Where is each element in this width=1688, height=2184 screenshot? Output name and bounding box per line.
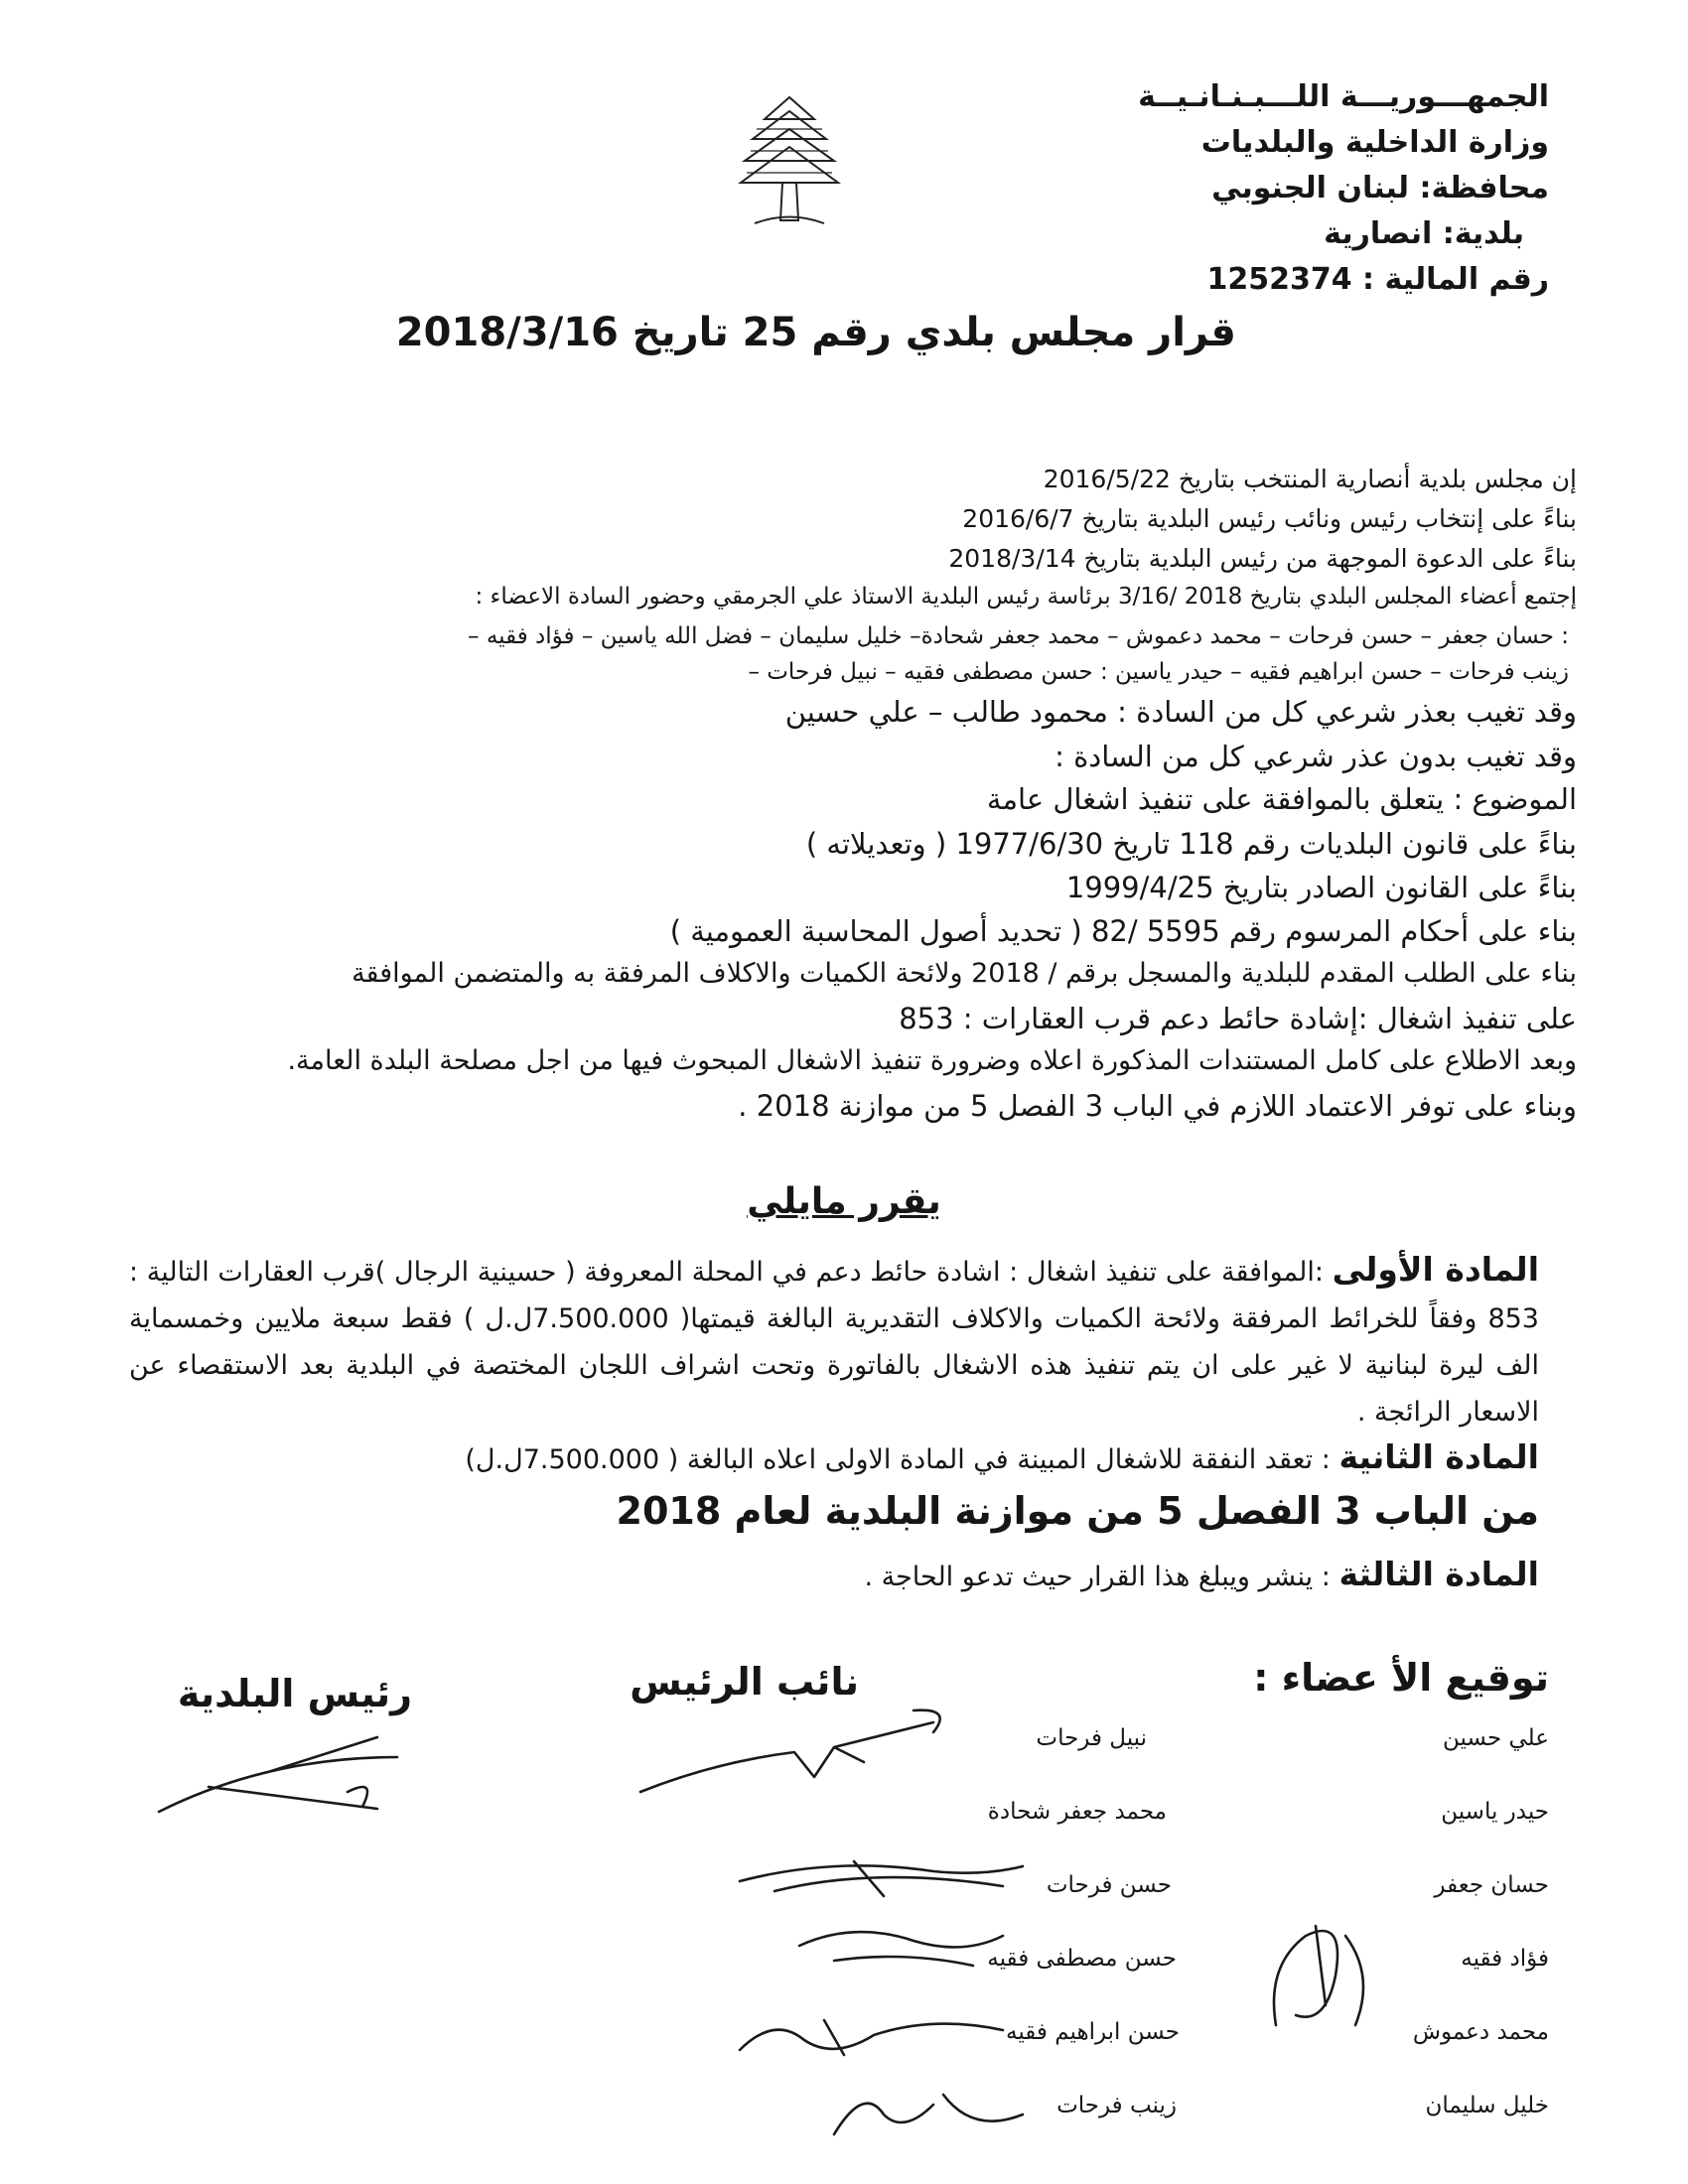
preamble-line: بناءً على الدعوة الموجهة من رئيس البلدية بتاريخ 2018/3/14 <box>948 544 1577 573</box>
preamble-line: وبعد الاطلاع على كامل المستندات المذكورة اعلاه وضرورة تنفيذ الاشغال المبحوث فيها من اجل مصلحة البلدة العامة. <box>287 1045 1577 1076</box>
decision-title: قرار مجلس بلدي رقم 25 تاريخ 2018/3/16 <box>395 310 1236 355</box>
member-name: فؤاد فقيه <box>1461 1946 1549 1972</box>
member-name: نبيل فرحات <box>1036 1725 1147 1751</box>
preamble-line: إجتمع أعضاء المجلس البلدي بتاريخ 2018 /3/16 برئاسة رئيس البلدية الاستاذ علي الجرمقي وحضور السادة الاعضاء : <box>475 584 1577 610</box>
article-first-label: المادة الأولى <box>1332 1250 1540 1289</box>
article-first-text: :الموافقة على تنفيذ اشغال : اشادة حائط دعم في المحلة المعروفة ( حسينية الرجال )قرب العقارات التالية : 853 وفقاً للخرائط المرفقة ولائحة الكميات والاكلاف التقديرية البالغة قيمتها( 7.500.000ل.ل ) فقط سبعة ملايين وخمسماية الف ليرة لبنانية لا غير على ان يتم تنفيذ هذه الاشغال بالفاتورة وتحت اشراف اللجان المختصة في البلدية بعد الاستقصاء عن الاسعار الرائجة . <box>129 1257 1539 1428</box>
mayor-signature <box>149 1717 447 1827</box>
member-signature <box>824 2075 1033 2144</box>
preamble-line: بناءً على إنتخاب رئيس ونائب رئيس البلدية بتاريخ 2016/6/7 <box>962 504 1577 533</box>
article-second-label: المادة الثانية <box>1338 1437 1539 1476</box>
article-second <box>465 1437 1539 1476</box>
deputy-heading: نائب الرئيس <box>630 1660 859 1704</box>
member-name: حسن ابراهيم فقيه <box>1005 2019 1180 2045</box>
header-finance-number: رقم المالية : 1252374 <box>1206 262 1549 297</box>
preamble-line: إن مجلس بلدية أنصارية المنتخب بتاريخ 2016/5/22 <box>1043 465 1577 493</box>
cedar-emblem-icon <box>735 89 844 238</box>
member-name: حسان جعفر <box>1434 1872 1549 1898</box>
preamble-line: بناء على أحكام المرسوم رقم 5595 /82 ( تحديد أصول المحاسبة العمومية ) <box>669 914 1577 948</box>
preamble-line: زينب فرحات – حسن ابراهيم فقيه – حيدر ياسين : حسن مصطفى فقيه – نبيل فرحات – <box>748 659 1569 685</box>
preamble-line: وقد تغيب بدون عذر شرعي كل من السادة : <box>1055 740 1577 773</box>
preamble-line: بناءً على القانون الصادر بتاريخ 1999/4/25 <box>1065 871 1577 904</box>
article-third <box>864 1555 1539 1593</box>
member-name: خليل سليمان <box>1425 2093 1549 2118</box>
member-signature <box>1256 1906 1385 2045</box>
member-name: حيدر ياسين <box>1441 1799 1549 1825</box>
member-signature <box>735 2005 1013 2065</box>
header-governorate: محافظة: لبنان الجنوبي <box>1211 171 1549 205</box>
member-name: محمد جعفر شحادة <box>987 1799 1167 1825</box>
deputy-signature <box>635 1693 963 1802</box>
article-third-label: المادة الثالثة <box>1338 1555 1539 1593</box>
preamble-line: على تنفيذ اشغال :إشادة حائط دعم قرب العقارات : 853 <box>899 1002 1577 1035</box>
member-name: زينب فرحات <box>1056 2093 1177 2118</box>
decides-heading: يقرر مايلي <box>747 1181 941 1222</box>
header-municipality: بلدية: انصارية <box>1324 216 1524 251</box>
member-signature <box>794 1916 1013 1976</box>
preamble-line: بناءً على قانون البلديات رقم 118 تاريخ 1977/6/30 ( وتعديلاته ) <box>805 827 1577 861</box>
member-name: محمد دعموش <box>1412 2019 1549 2045</box>
members-signature-heading: توقيع الأ عضاء : <box>1253 1656 1549 1700</box>
mayor-heading: رئيس البلدية <box>177 1672 412 1715</box>
member-name: حسن فرحات <box>1046 1872 1172 1898</box>
preamble-line: : حسان جعفر – حسن فرحات – محمد دعموش – محمد جعفر شحادة– خليل سليمان – فضل الله ياسين – فؤاد فقيه – <box>468 623 1569 649</box>
member-name: حسن مصطفى فقيه <box>987 1946 1177 1972</box>
article-second-text: : تعقد النفقة للاشغال المبينة في المادة الاولى اعلاه البالغة ( 7.500.000ل.ل) <box>465 1444 1331 1475</box>
preamble-line: وقد تغيب بعذر شرعي كل من السادة : محمود طالب – علي حسين <box>784 695 1577 729</box>
subject-line: الموضوع : يتعلق بالموافقة على تنفيذ اشغال عامة <box>986 782 1577 816</box>
header-republic: الجمهـــوريـــة اللـــبـنـانـيــة <box>1138 79 1549 114</box>
article-second-budget: من الباب 3 الفصل 5 من موازنة البلدية لعام 2018 <box>616 1489 1539 1533</box>
article-first <box>129 1246 1539 1435</box>
preamble-line: بناء على الطلب المقدم للبلدية والمسجل برقم / 2018 ولائحة الكميات والاكلاف المرفقة به والمتضمن الموافقة <box>352 958 1577 989</box>
preamble-line: وبناء على توفر الاعتماد اللازم في الباب 3 الفصل 5 من موازنة 2018 . <box>738 1089 1577 1123</box>
article-third-text: : ينشر ويبلغ هذا القرار حيث تدعو الحاجة . <box>864 1562 1331 1592</box>
member-name: علي حسين <box>1442 1725 1549 1751</box>
member-signature <box>735 1846 1033 1906</box>
header-ministry: وزارة الداخلية والبلديات <box>1200 125 1549 160</box>
